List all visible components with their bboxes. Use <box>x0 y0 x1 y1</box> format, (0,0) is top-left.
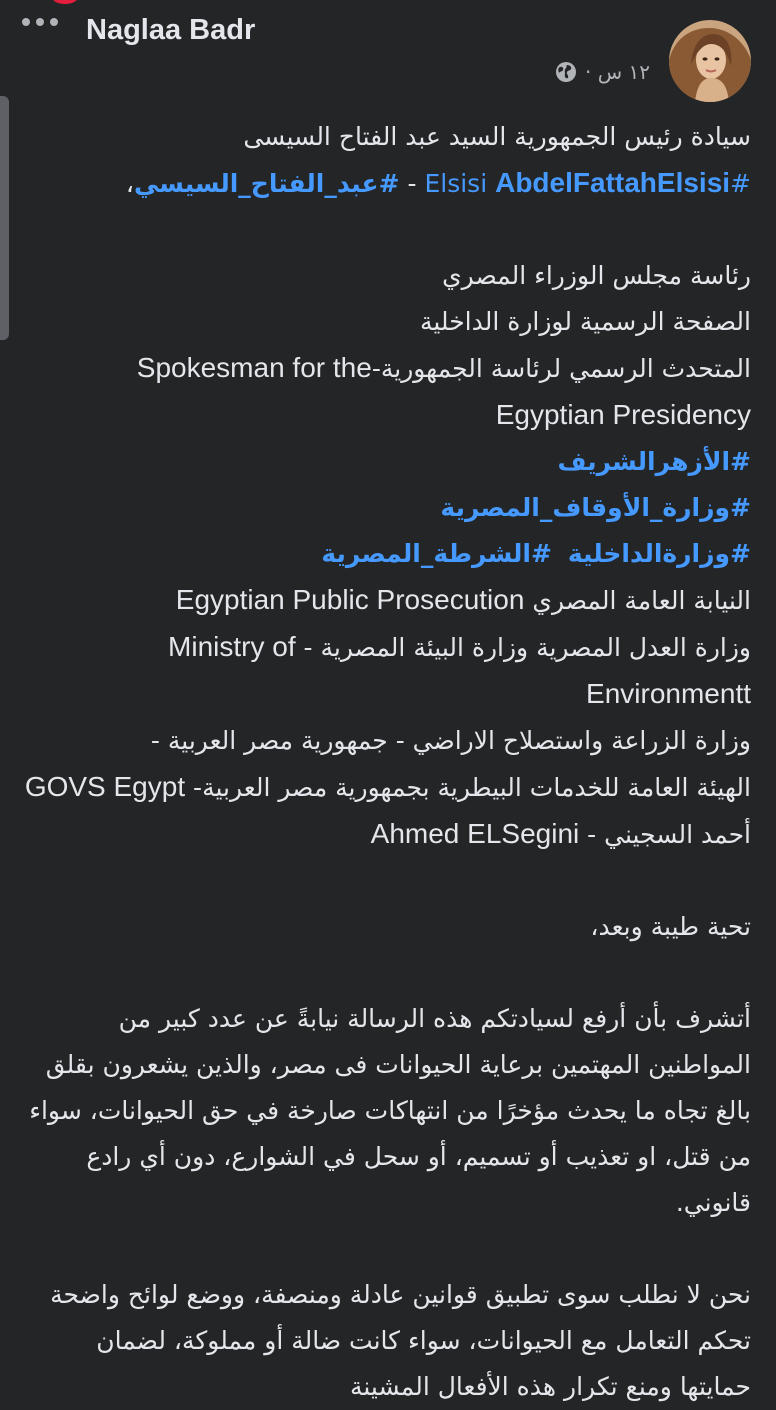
post-paragraph-2: نحن لا نطلب سوى تطبيق قوانين عادلة ومنصفة، ووضع لوائح واضحة تحكم التعامل مع الحيوانات، سواء كانت ضالة أو مملوكة، لضمان حمايتها ومنع تكرار هذه الأفعال المشينة <box>50 1280 751 1401</box>
justice-arabic: وزارة العدل المصرية وزارة البيئة المصرية - <box>295 633 751 662</box>
segini-english: Ahmed ELSegini <box>370 818 580 849</box>
author-name[interactable]: Naglaa Badr <box>86 14 256 46</box>
post-meta <box>555 60 650 84</box>
separator: - <box>399 169 425 198</box>
scroll-indicator[interactable] <box>0 96 9 340</box>
post-time[interactable]: ١٢ س · <box>585 60 650 84</box>
avatar[interactable] <box>669 20 751 102</box>
post-line-azhar <box>24 439 751 485</box>
hashtag-awqaf[interactable]: #وزارة_الأوقاف_المصرية <box>440 493 751 522</box>
post-line-spokesman <box>24 345 751 439</box>
post-line-vet <box>24 764 751 811</box>
segini-arabic: أحمد السجيني - <box>579 820 751 849</box>
hashtag-arabic-name[interactable]: #عبد_الفتاح_السيسي <box>133 169 400 198</box>
vet-english: GOVS Egypt <box>24 771 186 802</box>
justice-english: Ministry of Environmentt <box>168 631 751 709</box>
post-line-awqaf <box>24 485 751 531</box>
vet-arabic: الهيئة العامة للخدمات البيطرية بجمهورية مصر العربية- <box>185 773 751 802</box>
hashtag-interior[interactable]: #وزارةالداخلية <box>567 539 751 568</box>
post-line-police <box>24 531 751 577</box>
more-dots-icon[interactable] <box>22 18 58 26</box>
post-line-agriculture: وزارة الزراعة واستصلاح الاراضي - جمهورية مصر العربية - <box>150 726 751 755</box>
post-line-prosecution <box>24 577 751 624</box>
comma: ، <box>125 169 134 198</box>
post-paragraph-1: أتشرف بأن أرفع لسيادتكم هذه الرسالة نيابةً عن عدد كبير من المواطنين المهتمين برعاية الحيوانات فى مصر، والذين يشعرون بقلق بالغ تجاه ما يحدث مؤخرًا من انتهاكات صارخة في حق الحيوانات، سواء من قتل، او تعذيب أو تسميم، أو سحل في الشوارع، دون أي رادع قانوني. <box>29 1004 751 1217</box>
prosecution-english: Egyptian Public Prosecution <box>175 584 525 615</box>
hashtag-elsisi[interactable]: #Elsisi <box>424 169 751 198</box>
hashtag-azhar[interactable]: #الأزهرالشريف <box>557 447 751 476</box>
globe-icon <box>555 61 577 83</box>
spokesman-arabic: المتحدث الرسمي لرئاسة الجمهورية- <box>371 354 751 383</box>
post-header <box>0 0 776 100</box>
post-line-hashtags <box>24 160 751 207</box>
post-line-cabinet: رئاسة مجلس الوزراء المصري <box>442 261 751 290</box>
hashtag-police[interactable]: #الشرطة_المصرية <box>321 539 552 568</box>
mention-abdelfattah[interactable]: AbdelFattahElsisi <box>495 167 731 198</box>
post-line-president: سيادة رئيس الجمهورية السيد عبد الفتاح السيسى <box>243 122 751 151</box>
prosecution-arabic: النيابة العامة المصري <box>532 586 751 615</box>
post-line-interior: الصفحة الرسمية لوزارة الداخلية <box>419 307 751 336</box>
post-greeting: تحية طيبة وبعد، <box>590 912 751 941</box>
post-line-justice <box>24 624 751 718</box>
spokesman-english: Spokesman for the Egyptian Presidency <box>136 352 751 430</box>
post-body <box>24 114 751 1410</box>
post-line-segini <box>24 811 751 858</box>
